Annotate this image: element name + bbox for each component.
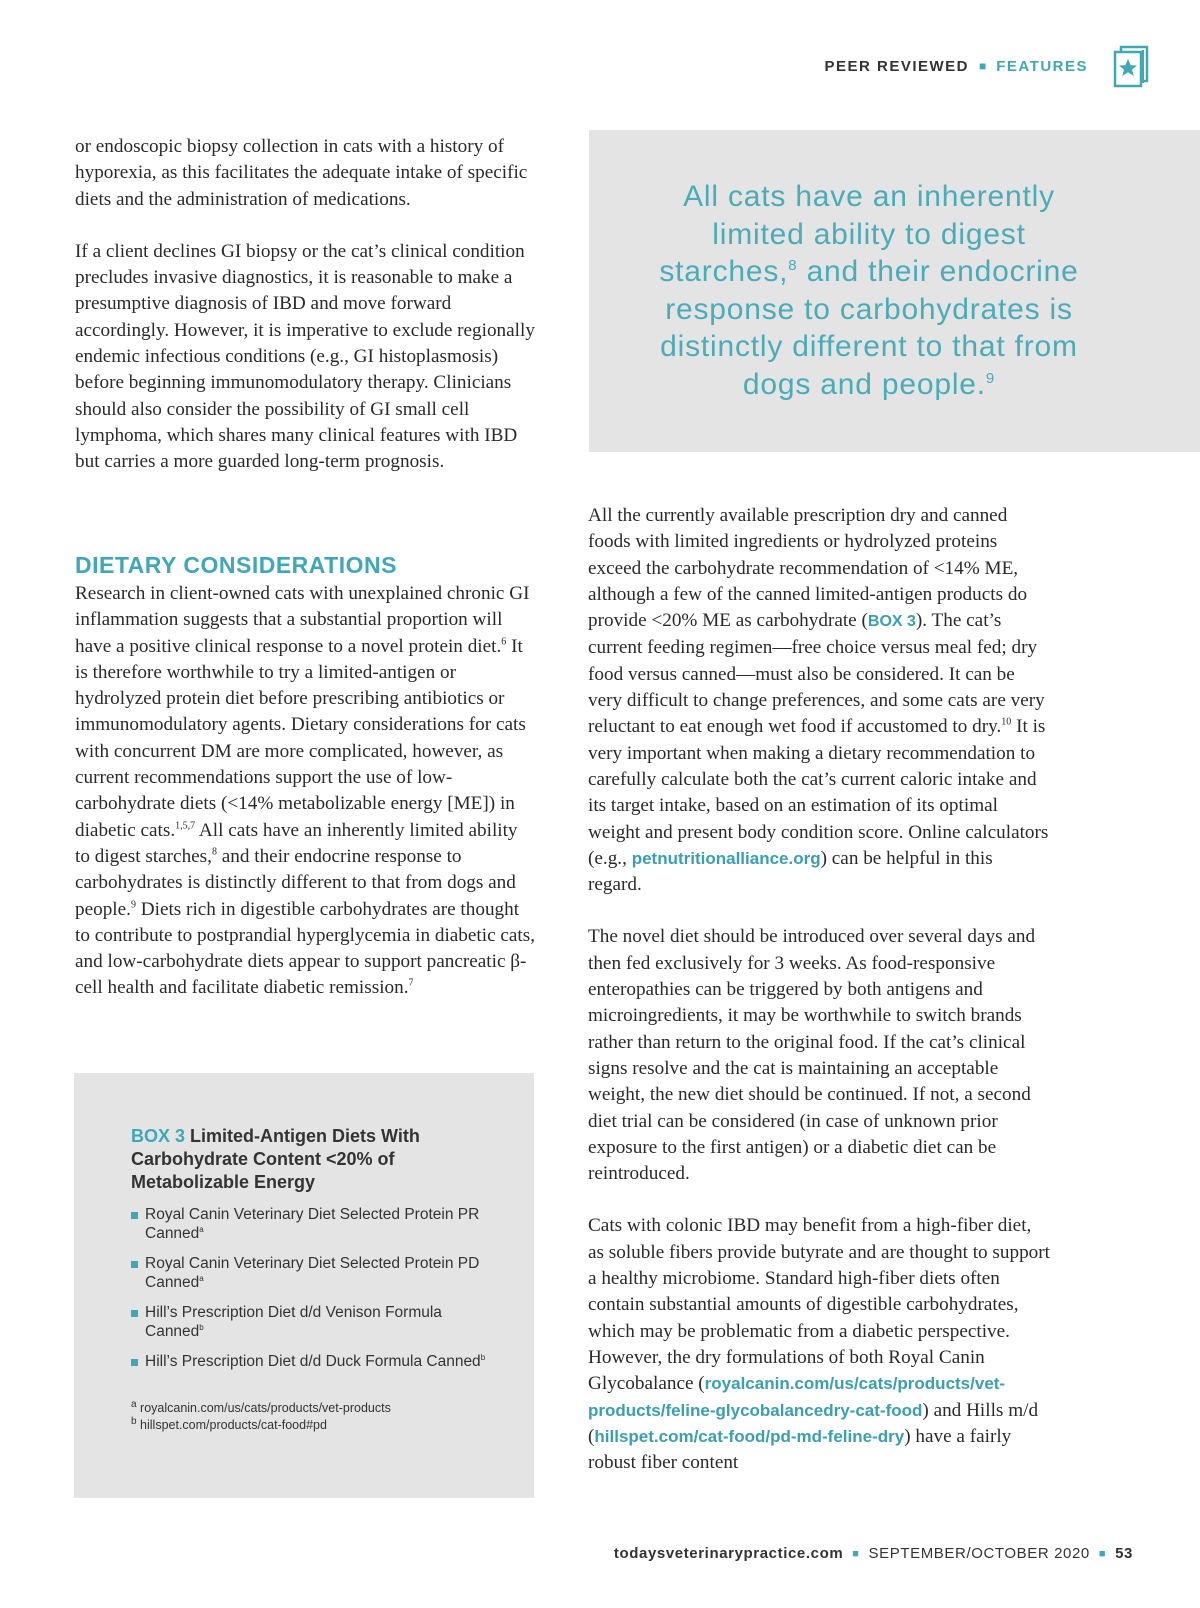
footnote: $^b$ hillspet.com/products/cat-food#pd [131, 1415, 327, 1432]
header-separator: ■ [979, 59, 987, 73]
list-item: Royal Canin Veterinary Diet Selected Protein PR Canned$^a$ [131, 1206, 491, 1243]
right-paragraph-3: Cats with colonic IBD may benefit from a high-fiber diet, as soluble fibers provide butyrate and are thought to support a healthy microbiome. Standard high-fiber diets often contain substantial amounts of digestible carbohydrates, which may be problematic from a diabetic perspective. However, the dry formulations of both Royal Canin Glycobalance (royalcanin.com/us/cats/products/vet-products/feline-glycobalancedry-cat-food) and Hills m/d (hillspet.com/cat-food/pd-md-feline-dry) have a fairly robust fiber content [588, 1215, 1050, 1474]
list-item: Hill’s Prescription Diet d/d Duck Formula Canned$^b$ [131, 1353, 491, 1372]
diet-list [131, 1206, 491, 1384]
page-footer [614, 1545, 1133, 1562]
pull-quote [589, 130, 1200, 452]
box-3-title: BOX 3 Limited-Antigen Diets With Carbohydrate Content <20% of Metabolizable Energy [131, 1126, 420, 1192]
box-3-sidebar [74, 1073, 534, 1498]
list-item: Hill’s Prescription Diet d/d Venison Formula Canned$^b$ [131, 1304, 491, 1341]
footer-separator: ■ [1098, 1547, 1107, 1560]
box-3-reference[interactable]: BOX 3 [867, 613, 916, 631]
box-3-footnotes [131, 1400, 491, 1434]
left-column [75, 134, 535, 502]
right-paragraph-2: The novel diet should be introduced over several days and then fed exclusively for 3 weeks. As food-responsive enteropathies can be triggered by both antigens and microingredients, it may be worthwhile to switch brands rather than return to the original food. If the cat’s clinical signs resolve and the cat is maintaining an acceptable weight, the new diet should be continued. If not, a second diet trial can be considered (in case of unknown prior exposure to the first antigen) or a diabetic diet can be reintroduced. [588, 926, 1036, 1185]
footer-separator: ■ [852, 1547, 860, 1560]
page-header [824, 44, 1152, 88]
right-paragraph-1: All the currently available prescription dry and canned foods with limited ingredients or hydrolyzed proteins exceed the carbohydrate recommendation of <14% ME, although a few of the canned limited-antigen products do provide <20% ME as carbohydrate (BOX 3). The cat’s current feeding regimen—free choice versus meal fed; dry food versus canned—must also be considered. It can be very difficult to change preferences, and some cats are very reluctant to eat enough wet food if accustomed to dry.$^{10}$ It is very important when making a dietary recommendation to carefully calculate both the cat’s current caloric intake and its target intake, based on an estimation of its optimal weight and present body condition score. Online calculators (e.g., petnutritionalliance.org) can be helpful in this regard. [588, 505, 1049, 896]
hillspet-link[interactable]: hillspet.com/cat-food/pd-md-feline-dry [594, 1426, 905, 1446]
footer-issue: SEPTEMBER/OCTOBER 2020 [868, 1545, 1090, 1562]
box-3-label: BOX 3 [131, 1126, 186, 1146]
section-label: PEER REVIEWED [824, 57, 970, 75]
footer-site: todaysveterinarypractice.com [613, 1545, 844, 1562]
left-paragraph-2: If a client declines GI biopsy or the cat’s clinical condition precludes invasive diagnostics, it is reasonable to make a presumptive diagnosis of IBD and move forward accordingly. However, it is imperative to exclude regionally endemic infectious conditions (e.g., GI histoplasmosis) before beginning immunomodulatory therapy. Clinicians should also consider the possibility of GI small cell lymphoma, which shares many clinical features with IBD but carries a more guarded long-term prognosis. [75, 240, 535, 473]
book-star-icon [1112, 44, 1152, 88]
left-paragraph-3: Research in client-owned cats with unexplained chronic GI inflammation suggests that a substantial proportion will have a positive clinical response to a novel protein diet.$^6$ It is therefore worthwhile to try a limited-antigen or hydrolyzed protein diet before prescribing antibiotics or immunomodulatory agents. Dietary considerations for cats with concurrent DM are more complicated, however, as current recommendations support the use of low-carbohydrate diets (<14% metabolizable energy [ME]) in diabetic cats.$^{1,5,7}$ All cats have an inherently limited ability to digest starches,$^8$ and their endocrine response to carbohydrates is distinctly different to that from dogs and people.$^9$ Diets rich in digestible carbohydrates are thought to contribute to postprandial hyperglycemia in diabetic cats, and low-carbohydrate diets appear to support pancreatic β-cell health and facilitate diabetic remission.$^7$ [75, 583, 536, 999]
pull-quote-text: All cats have an inherently limited ability to digest starches,$^8$ and their endocrine response to carbohydrates is distinctly different to that from dogs and people.$^9$ [659, 180, 1079, 401]
right-column [588, 503, 1050, 1502]
category-label: FEATURES [996, 57, 1088, 75]
royalcanin-link[interactable]: royalcanin.com/us/cats/products/vet-products/feline-glycobalancedry-cat-food [588, 1374, 1006, 1420]
footnote: $^a$ royalcanin.com/us/cats/products/vet-products [131, 1398, 391, 1415]
list-item: Royal Canin Veterinary Diet Selected Protein PD Canned$^a$ [131, 1255, 491, 1292]
section-heading: DIETARY CONSIDERATIONS [75, 552, 397, 578]
petnutrition-link[interactable]: petnutritionalliance.org [631, 848, 821, 868]
left-paragraph-1: or endoscopic biopsy collection in cats with a history of hyporexia, as this facilitates the adequate intake of specific diets and the administration of medications. [75, 136, 528, 210]
left-column-continued [75, 581, 535, 1028]
page-number: 53 [1115, 1545, 1133, 1562]
